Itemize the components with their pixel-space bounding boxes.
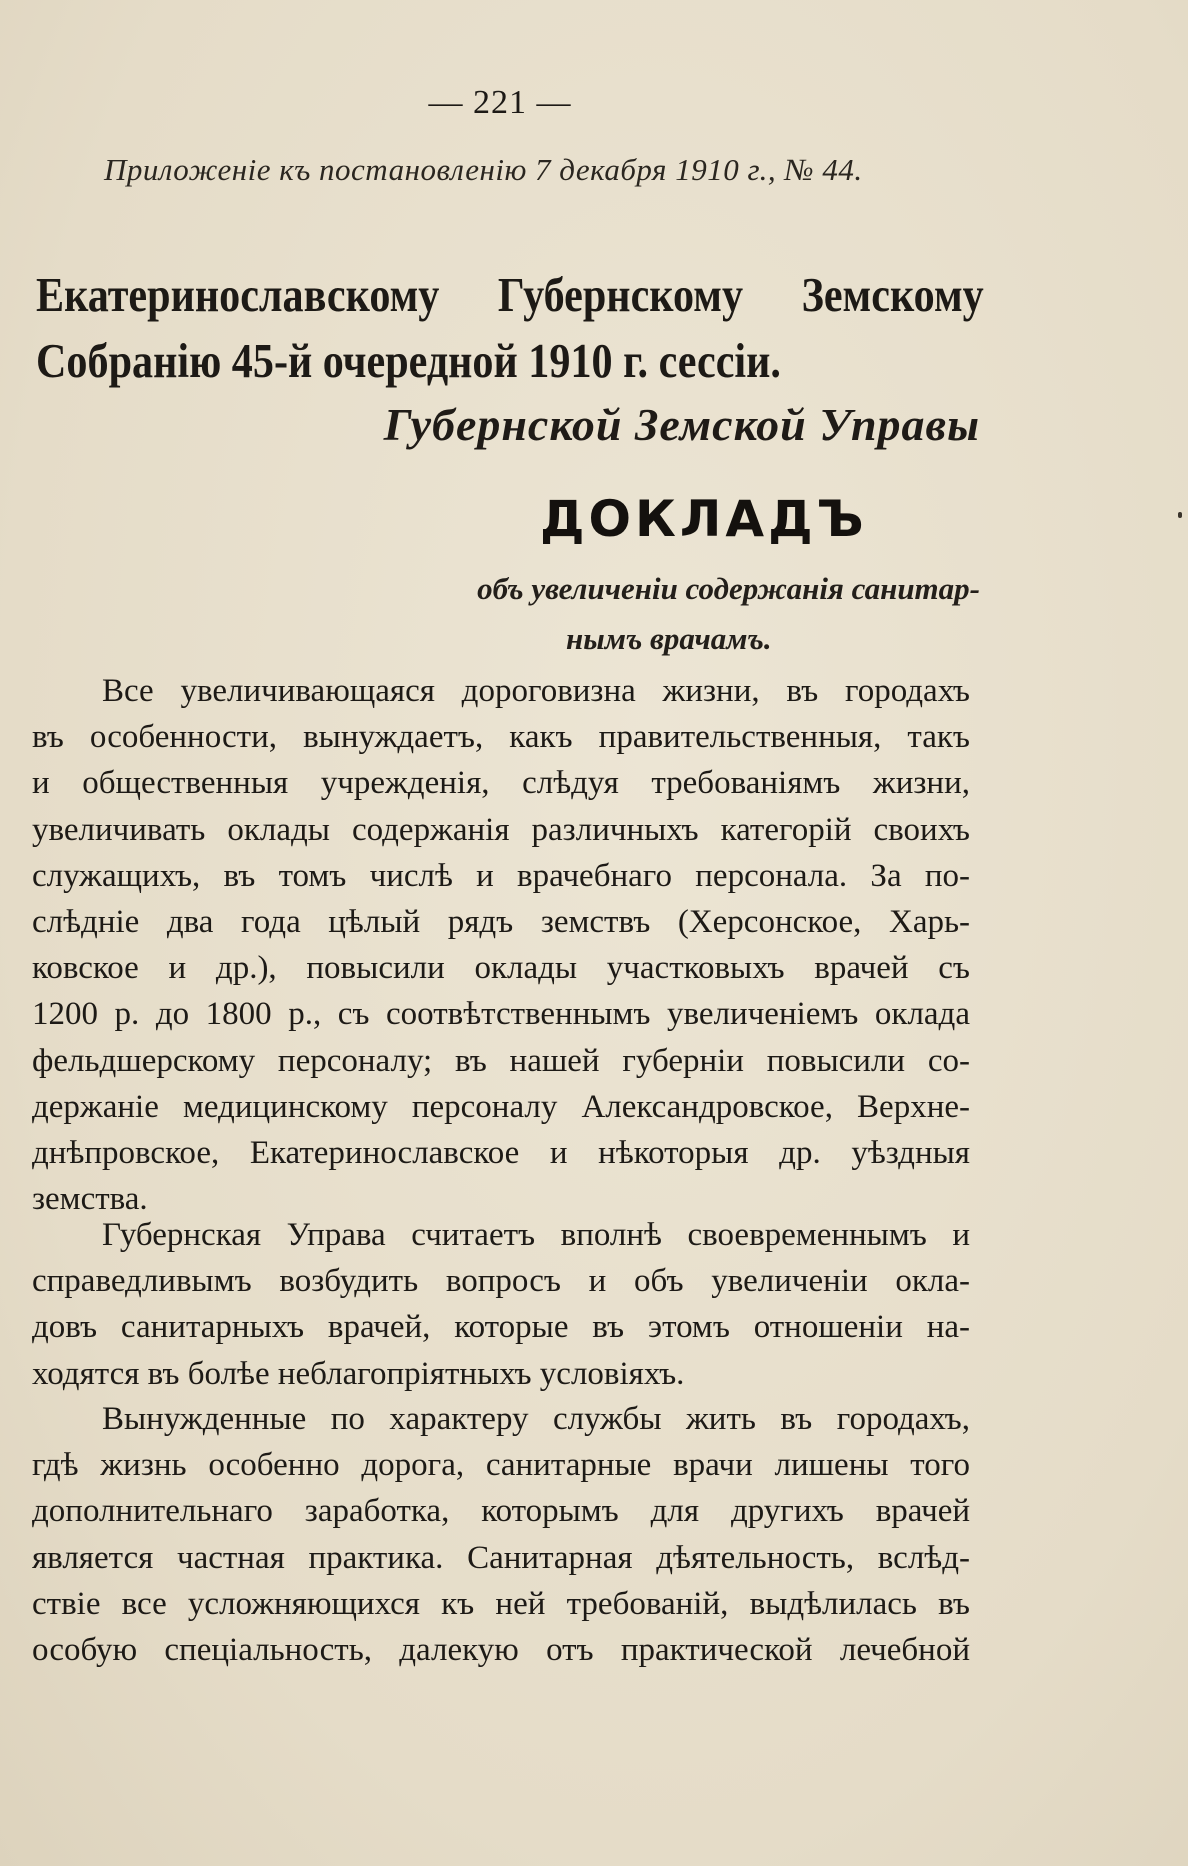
paragraph-line: справедливымъ возбудить вопросъ и объ увеличенiи окла- — [32, 1263, 970, 1300]
title-line-1: Екатеринославскому Губернскому Земскому — [36, 267, 984, 322]
page-edge-mark — [1178, 512, 1182, 518]
paragraph-line: ствiе все усложняющихся къ ней требованiй, выдѣлилась въ — [32, 1585, 970, 1622]
paragraph-line: особую спецiальность, далекую отъ практической лечебной — [32, 1631, 970, 1668]
page-number: — 221 — — [428, 84, 572, 121]
document-subtitle — [360, 564, 980, 664]
paragraph-line: Губернская Управа считаетъ вполнѣ своевременнымъ и — [102, 1217, 970, 1253]
paragraph-line: держанiе медицинскому персоналу Александровское, Верхне- — [32, 1088, 970, 1125]
paragraph-2 — [32, 1212, 970, 1397]
paragraph-line: Вынужденные по характеру службы жить въ городахъ, — [102, 1401, 970, 1437]
paragraph-line: довъ санитарныхъ врачей, которые въ этомъ отношенiи на- — [32, 1309, 970, 1346]
paragraph-line: ковское и др.), повысили оклады участковыхъ врачей съ — [32, 950, 970, 987]
paragraph-1 — [32, 668, 970, 1222]
paragraph-line: является частная практика. Санитарная дѣятельность, вслѣд- — [32, 1539, 970, 1576]
subtitle-line-2: нымъ врачамъ. — [566, 621, 772, 656]
document-title — [36, 262, 984, 394]
paragraph-line: Все увеличивающаяся дороговизна жизни, въ городахъ — [102, 673, 970, 709]
paragraph-line: дополнительнаго заработка, которымъ для другихъ врачей — [32, 1493, 970, 1530]
paragraph-line: слѣднiе два года цѣлый рядъ земствъ (Херсонское, Харь- — [32, 903, 970, 940]
paragraph-line: увеличивать оклады содержанiя различныхъ категорiй своихъ — [32, 811, 970, 848]
paragraph-line: земства. — [32, 1181, 148, 1218]
paragraph-3 — [32, 1396, 970, 1673]
appendix-note: Приложенie къ постановленiю 7 декабря 1910 г., № 44. — [104, 152, 863, 187]
paragraph-line: фельдшерскому персоналу; въ нашей губернiи повысили со- — [32, 1042, 970, 1079]
paragraph-line: 1200 р. до 1800 р., съ соотвѣтственнымъ увеличенiемъ оклада — [32, 996, 970, 1033]
paragraph-line: въ особенности, вынуждаетъ, какъ правительственныя, такъ — [32, 719, 970, 756]
paragraph-line: служащихъ, въ томъ числѣ и врачебнаго персонала. За по- — [32, 857, 970, 894]
paragraph-line: ходятся въ болѣе неблагопрiятныхъ условiяхъ. — [32, 1355, 685, 1392]
subtitle-line-1: объ увеличенiи содержанiя санитар- — [477, 571, 980, 606]
paragraph-line: днѣпровское, Екатеринославское и нѣкоторыя др. уѣздныя — [32, 1134, 970, 1171]
paragraph-line: и общественныя учрежденiя, слѣдуя требованiямъ жизни, — [32, 765, 970, 802]
paragraph-line: гдѣ жизнь особенно дорога, санитарные врачи лишены того — [32, 1447, 970, 1484]
issuing-authority: Губернской Земской Управы — [383, 399, 980, 450]
document-type-heading: ДОКЛАДЪ — [540, 490, 868, 548]
title-line-2: Собранiю 45-й очередной 1910 г. сессiи. — [36, 333, 781, 388]
